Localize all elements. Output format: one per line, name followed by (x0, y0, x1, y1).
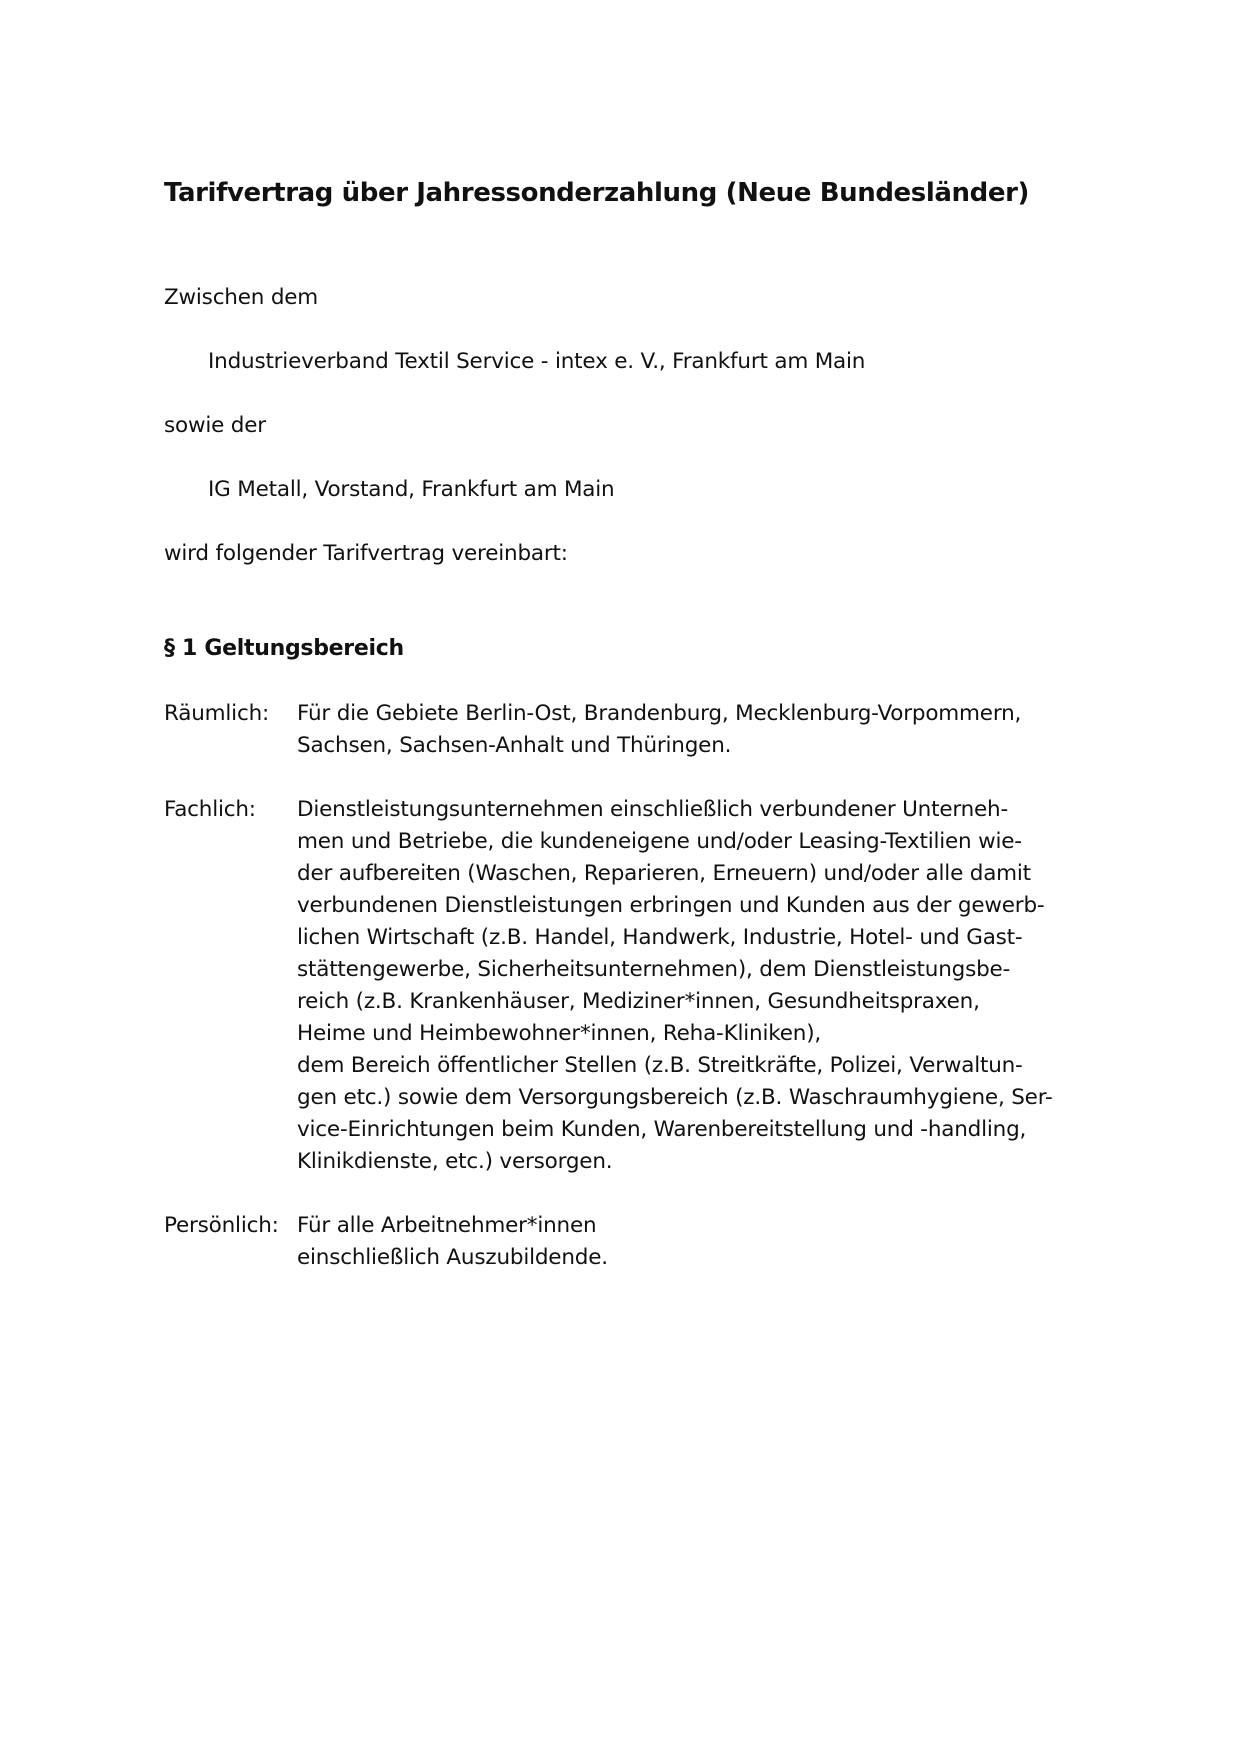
intro-between: Zwischen dem (164, 285, 319, 310)
definition-text (297, 1210, 1087, 1274)
party-union: IG Metall, Vorstand, Frankfurt am Main (208, 477, 615, 502)
text-line: lichen Wirtschaft (z.B. Handel, Handwerk, Industrie, Hotel- und Gast- (297, 925, 1023, 950)
text-line: dem Bereich öffentlicher Stellen (z.B. Streitkräfte, Polizei, Verwaltun- (297, 1053, 1023, 1078)
definition-label: Fachlich: (164, 797, 256, 822)
text-line: Sachsen, Sachsen-Anhalt und Thüringen. (297, 733, 732, 758)
text-line: Heime und Heimbewohner*innen, Reha-Kliniken), (297, 1021, 822, 1046)
text-line: verbundenen Dienstleistungen erbringen und Kunden aus der gewerb- (297, 893, 1045, 918)
text-line: einschließlich Auszubildende. (297, 1245, 608, 1270)
definition-label: Persönlich: (164, 1213, 279, 1238)
document-title: Tarifvertrag über Jahressonderzahlung (Neue Bundesländer) (164, 178, 1029, 208)
text-line: stättengewerbe, Sicherheitsunternehmen), dem Dienstleistungsbe- (297, 957, 1011, 982)
text-line: Für alle Arbeitnehmer*innen (297, 1213, 597, 1238)
section-heading: § 1 Geltungsbereich (164, 636, 404, 661)
text-line: Für die Gebiete Berlin-Ost, Brandenburg, Mecklenburg-Vorpommern, (297, 701, 1022, 726)
text-line: vice-Einrichtungen beim Kunden, Warenbereitstellung und -handling, (297, 1117, 1027, 1142)
text-line: gen etc.) sowie dem Versorgungsbereich (z.B. Waschraumhygiene, Ser- (297, 1085, 1053, 1110)
text-line: Dienstleistungsunternehmen einschließlich verbundener Unterneh- (297, 797, 1009, 822)
intro-agreed: wird folgender Tarifvertrag vereinbart: (164, 541, 568, 566)
party-employer: Industrieverband Textil Service - intex e. V., Frankfurt am Main (208, 349, 866, 374)
intro-and: sowie der (164, 413, 266, 438)
text-line: der aufbereiten (Waschen, Reparieren, Erneuern) und/oder alle damit (297, 861, 1031, 886)
text-line: reich (z.B. Krankenhäuser, Mediziner*innen, Gesundheitspraxen, (297, 989, 980, 1014)
text-line: men und Betriebe, die kundeneigene und/oder Leasing-Textilien wie- (297, 829, 1022, 854)
text-line: Klinikdienste, etc.) versorgen. (297, 1149, 613, 1174)
definition-label: Räumlich: (164, 701, 270, 726)
definition-text (297, 794, 1087, 1178)
definition-text (297, 698, 1087, 762)
